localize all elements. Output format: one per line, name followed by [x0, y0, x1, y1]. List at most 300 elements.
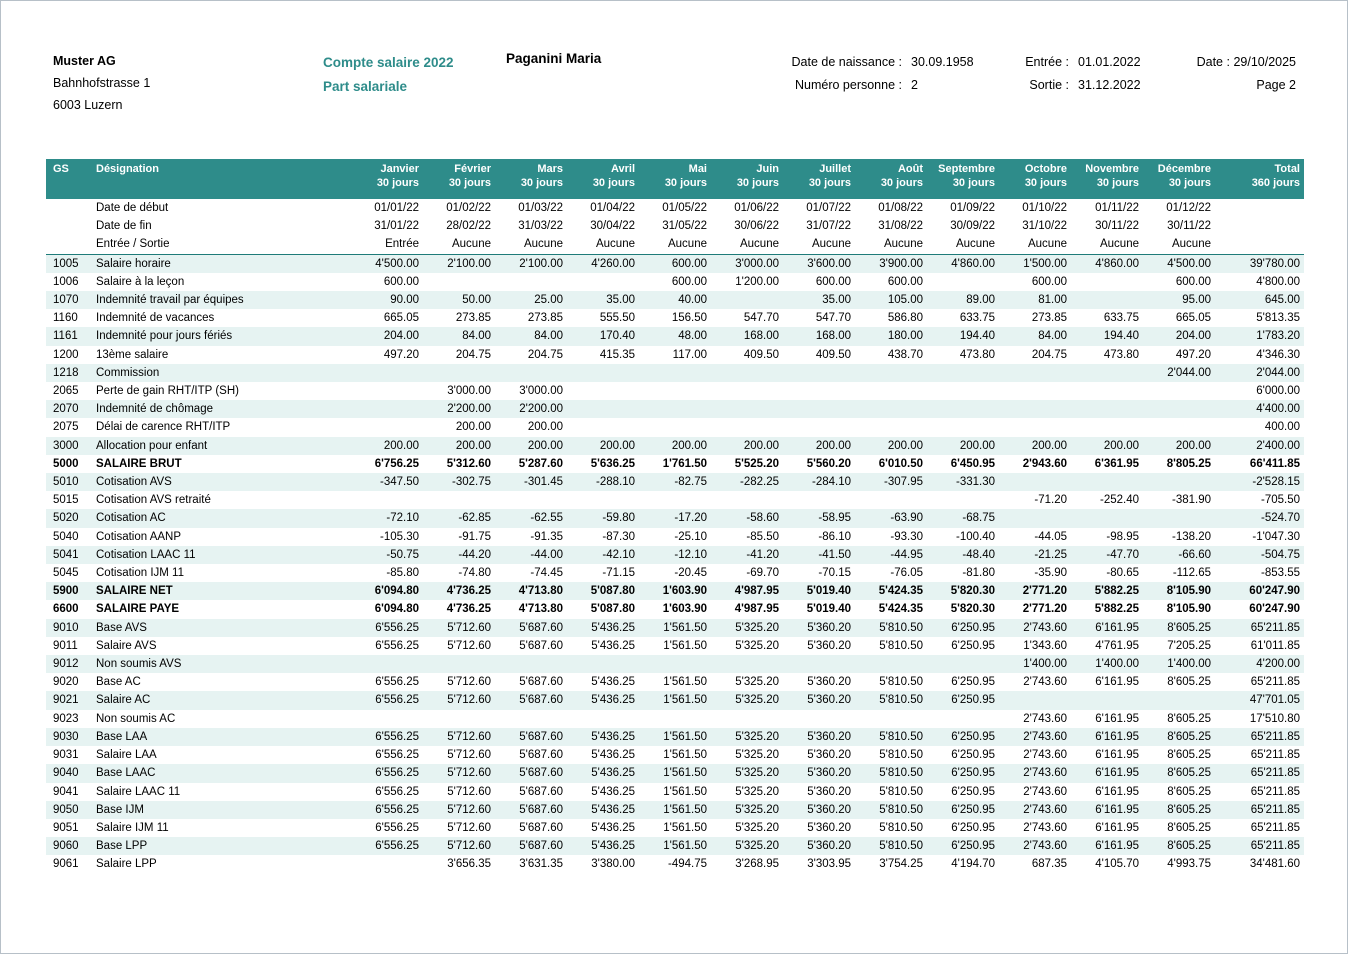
value-cell: 600.00	[671, 257, 707, 270]
value-cell: 4'800.00	[1256, 275, 1300, 288]
value-cell: 2'743.60	[1023, 712, 1067, 725]
value-cell	[495, 710, 567, 728]
table-row-5015	[46, 491, 1304, 509]
info-column-print	[1197, 51, 1296, 97]
value-cell: 2'743.60	[1023, 676, 1067, 689]
value-cell: 6'094.80	[374, 603, 419, 616]
value-cell: 4'736.25	[446, 603, 491, 616]
value-cell: 6'161.95	[1095, 712, 1139, 725]
report-title-block	[323, 51, 454, 99]
value-cell	[567, 655, 639, 673]
value-cell: 5'436.25	[591, 785, 635, 798]
value-cell: 8'605.25	[1167, 767, 1211, 780]
value-cell: 3'631.35	[519, 858, 563, 871]
value-cell: 84.00	[462, 330, 491, 343]
value-cell: 5'436.25	[591, 749, 635, 762]
gs-cell: 9021	[53, 694, 79, 707]
value-cell: 5'325.20	[735, 821, 779, 834]
label-cell: Cotisation IJM 11	[96, 567, 184, 580]
value-cell: -17.20	[674, 512, 707, 525]
value-cell: Aucune	[855, 235, 927, 254]
value-cell: -25.10	[674, 530, 707, 543]
value-cell: 5'325.20	[735, 694, 779, 707]
birth-date-label: Date de naissance :	[791, 55, 902, 69]
value-cell: -58.95	[818, 512, 851, 525]
value-cell: 01/07/22	[806, 202, 851, 214]
value-cell: 1'783.20	[1256, 330, 1300, 343]
value-cell	[711, 491, 783, 509]
value-cell: 5'325.20	[735, 840, 779, 853]
value-cell: 170.40	[599, 330, 635, 343]
value-cell: 5'436.25	[591, 676, 635, 689]
value-cell: 6'161.95	[1095, 621, 1139, 634]
label-cell: Salaire à la leçon	[96, 275, 185, 288]
label-cell: Indemnité travail par équipes	[96, 294, 244, 307]
value-cell: 5'810.50	[879, 749, 923, 762]
value-cell: 4'500.00	[1167, 257, 1211, 270]
value-cell: 5'687.60	[519, 785, 563, 798]
value-cell	[927, 491, 999, 509]
value-cell: 65'211.85	[1250, 803, 1300, 816]
column-header-septembre: Septembre 30 jours	[927, 159, 999, 199]
value-cell: 633.75	[1103, 312, 1139, 325]
value-cell: 3'900.00	[879, 257, 923, 270]
value-cell	[1143, 473, 1215, 491]
value-cell: -504.75	[1260, 548, 1300, 561]
value-cell: 40.00	[678, 294, 707, 307]
value-cell: 5'436.25	[591, 803, 635, 816]
value-cell: 117.00	[672, 348, 707, 361]
table-row-9031	[46, 746, 1304, 764]
value-cell: 2'743.60	[1023, 840, 1067, 853]
value-cell: 31/03/22	[518, 220, 563, 233]
value-cell: 5'687.60	[519, 621, 563, 634]
label-cell: SALAIRE NET	[96, 585, 173, 598]
value-cell: 200.00	[527, 421, 563, 434]
value-cell	[639, 710, 711, 728]
label-cell: Base AVS	[96, 621, 147, 634]
value-cell: 1'561.50	[663, 803, 707, 816]
value-cell: 5'810.50	[879, 694, 923, 707]
gs-cell: 9011	[53, 639, 78, 652]
value-cell: 600.00	[383, 275, 419, 288]
table-row-9061	[46, 855, 1304, 873]
value-cell	[999, 691, 1071, 709]
value-cell: 5'810.50	[879, 767, 923, 780]
value-cell: 194.40	[959, 330, 995, 343]
value-cell: -105.30	[379, 530, 419, 543]
gs-cell: 9030	[53, 730, 79, 743]
value-cell	[711, 710, 783, 728]
gs-cell: 9010	[53, 621, 79, 634]
label-cell: Cotisation AC	[96, 512, 166, 525]
value-cell	[1071, 382, 1143, 400]
table-row-2075	[46, 418, 1304, 436]
value-cell: 5'560.20	[806, 457, 851, 470]
value-cell: 8'605.25	[1167, 676, 1211, 689]
value-cell: -59.80	[602, 512, 635, 525]
value-cell: 2'743.60	[1023, 749, 1067, 762]
value-cell: 5'325.20	[735, 676, 779, 689]
label-cell: Entrée / Sortie	[95, 235, 351, 254]
value-cell	[639, 382, 711, 400]
value-cell: -301.45	[523, 476, 563, 489]
value-cell: 6'161.95	[1095, 821, 1139, 834]
table-row-9051	[46, 819, 1304, 837]
value-cell: 5'360.20	[807, 694, 851, 707]
entry-date-label: Entrée :	[1025, 55, 1069, 69]
value-cell: 3'303.95	[807, 858, 851, 871]
table-row-5010	[46, 473, 1304, 491]
value-cell: 5'687.60	[519, 694, 563, 707]
value-cell	[423, 491, 495, 509]
value-cell: 4'736.25	[446, 585, 491, 598]
value-cell: 1'500.00	[1023, 257, 1067, 270]
gs-cell: 9012	[53, 658, 79, 671]
gs-cell: 5041	[53, 548, 79, 561]
value-cell: 5'436.25	[591, 767, 635, 780]
value-cell: -20.45	[674, 567, 707, 580]
value-cell: -494.75	[667, 858, 707, 871]
value-cell	[783, 710, 855, 728]
gs-cell: 6600	[53, 603, 79, 616]
value-cell: 65'211.85	[1250, 821, 1300, 834]
value-cell: 665.05	[383, 312, 419, 325]
value-cell: 409.50	[743, 348, 779, 361]
value-cell	[1071, 364, 1143, 382]
value-cell: 5'325.20	[735, 639, 779, 652]
value-cell: 5'810.50	[879, 639, 923, 652]
table-row-9040	[46, 764, 1304, 782]
value-cell	[927, 382, 999, 400]
value-cell: 5'436.25	[591, 694, 635, 707]
value-cell: 4'105.70	[1095, 858, 1139, 871]
value-cell: 2'743.60	[1023, 785, 1067, 798]
value-cell: -62.55	[530, 512, 563, 525]
value-cell: -302.75	[451, 476, 491, 489]
value-cell: 5'820.30	[950, 603, 995, 616]
value-cell: 5'712.60	[447, 821, 491, 834]
value-cell: 5'687.60	[519, 840, 563, 853]
value-cell: 84.00	[534, 330, 563, 343]
gs-cell: 2065	[53, 385, 79, 398]
value-cell: 273.85	[1031, 312, 1067, 325]
value-cell: 4'200.00	[1256, 658, 1300, 671]
value-cell	[783, 418, 855, 436]
value-cell	[423, 710, 495, 728]
value-cell: 168.00	[743, 330, 779, 343]
value-cell: 65'211.85	[1250, 785, 1300, 798]
value-cell	[711, 382, 783, 400]
value-cell: 3'000.00	[447, 385, 491, 398]
value-cell: Aucune	[1143, 235, 1215, 254]
value-cell: 2'743.60	[1023, 803, 1067, 816]
value-cell: 5'325.20	[735, 749, 779, 762]
value-cell	[927, 364, 999, 382]
value-cell: 200.00	[455, 421, 491, 434]
label-cell: Base LAAC	[96, 767, 156, 780]
value-cell: 1'400.00	[1167, 658, 1211, 671]
value-cell: 4'987.95	[734, 603, 779, 616]
value-cell: -87.30	[602, 530, 635, 543]
label-cell: 13ème salaire	[96, 348, 169, 361]
table-body	[46, 199, 1304, 874]
value-cell: 4'194.70	[951, 858, 995, 871]
value-cell: -70.15	[818, 567, 851, 580]
value-cell: 39'780.00	[1249, 257, 1300, 270]
value-cell: 3'000.00	[735, 257, 779, 270]
value-cell: 5'712.60	[447, 785, 491, 798]
value-cell	[351, 400, 423, 418]
value-cell: 30/11/22	[1095, 220, 1139, 233]
value-cell: 2'044.00	[1256, 366, 1300, 379]
value-cell	[567, 273, 639, 291]
value-cell	[351, 855, 423, 873]
entry-date-value: 01.01.2022	[1078, 55, 1141, 69]
value-cell: 273.85	[455, 312, 491, 325]
value-cell: 65'211.85	[1250, 840, 1300, 853]
value-cell: 473.80	[959, 348, 995, 361]
table-row-2070	[46, 400, 1304, 418]
value-cell: 5'360.20	[807, 840, 851, 853]
value-cell	[1143, 691, 1215, 709]
value-cell: 17'510.80	[1249, 712, 1300, 725]
value-cell: 5'712.60	[447, 840, 491, 853]
label-cell: Cotisation AVS	[96, 476, 172, 489]
value-cell: 2'100.00	[519, 257, 563, 270]
value-cell: 1'561.50	[663, 821, 707, 834]
gs-cell: 1070	[53, 294, 79, 307]
person-number-label: Numéro personne :	[794, 78, 902, 92]
table-row-9030	[46, 728, 1304, 746]
value-cell	[711, 291, 783, 309]
value-cell	[1071, 418, 1143, 436]
value-cell: 200.00	[815, 439, 851, 452]
value-cell: -331.30	[955, 476, 995, 489]
value-cell: 6'556.25	[375, 821, 419, 834]
value-cell: 5'087.80	[590, 585, 635, 598]
gs-cell: 9023	[53, 712, 79, 725]
value-cell: 5'019.40	[806, 603, 851, 616]
value-cell: 200.00	[1175, 439, 1211, 452]
value-cell: 273.85	[527, 312, 563, 325]
gs-cell: 5020	[53, 512, 79, 525]
value-cell: 547.70	[815, 312, 851, 325]
value-cell: 1'603.90	[662, 603, 707, 616]
value-cell: -74.80	[458, 567, 491, 580]
value-cell	[423, 655, 495, 673]
value-cell: 4'993.75	[1167, 858, 1211, 871]
value-cell	[855, 491, 927, 509]
value-cell: 204.00	[1175, 330, 1211, 343]
value-cell: 6'250.95	[951, 803, 995, 816]
value-cell	[783, 491, 855, 509]
value-cell: 1'561.50	[663, 767, 707, 780]
value-cell: 2'943.60	[1022, 457, 1067, 470]
value-cell: 8'605.25	[1167, 821, 1211, 834]
label-cell: Salaire LPP	[96, 858, 157, 871]
value-cell: 6'556.25	[375, 694, 419, 707]
table-row-1160	[46, 309, 1304, 327]
value-cell: 5'087.80	[590, 603, 635, 616]
label-cell: Salaire LAA	[96, 749, 157, 762]
value-cell: 6'250.95	[951, 621, 995, 634]
value-cell: 3'754.25	[879, 858, 923, 871]
gs-cell: 1161	[53, 330, 78, 343]
value-cell: 65'211.85	[1250, 730, 1300, 743]
table-row-meta	[46, 235, 1304, 254]
value-cell: 6'250.95	[951, 840, 995, 853]
value-cell: -1'047.30	[1252, 530, 1300, 543]
label-cell: Base AC	[96, 676, 141, 689]
value-cell: 8'605.25	[1167, 730, 1211, 743]
table-row-9012	[46, 655, 1304, 673]
value-cell: 5'360.20	[807, 730, 851, 743]
value-cell: -63.90	[890, 512, 923, 525]
value-cell: -76.05	[890, 567, 923, 580]
value-cell: Aucune	[999, 235, 1071, 254]
page-number: Page 2	[1256, 78, 1296, 92]
label-cell: Base IJM	[96, 803, 144, 816]
value-cell: 6'450.95	[950, 457, 995, 470]
value-cell: 6'556.25	[375, 639, 419, 652]
value-cell	[351, 710, 423, 728]
gs-cell: 1200	[53, 348, 79, 361]
table-row-6600	[46, 600, 1304, 618]
value-cell	[351, 364, 423, 382]
value-cell	[1143, 509, 1215, 527]
value-cell: 2'743.60	[1023, 621, 1067, 634]
value-cell: 2'771.20	[1022, 603, 1067, 616]
value-cell: 2'200.00	[519, 403, 563, 416]
value-cell: 1'200.00	[735, 275, 779, 288]
value-cell: -91.35	[530, 530, 563, 543]
value-cell: 5'424.35	[878, 603, 923, 616]
value-cell: 5'712.60	[447, 676, 491, 689]
value-cell: -98.95	[1106, 530, 1139, 543]
value-cell	[855, 418, 927, 436]
employee-name: Paganini Maria	[506, 51, 602, 66]
value-cell: -93.30	[890, 530, 923, 543]
value-cell	[1071, 291, 1143, 309]
value-cell: 5'687.60	[519, 803, 563, 816]
value-cell	[495, 273, 567, 291]
value-cell: 5'436.25	[591, 840, 635, 853]
value-cell: 60'247.90	[1249, 603, 1300, 616]
value-cell: 5'712.60	[447, 694, 491, 707]
value-cell: 600.00	[887, 275, 923, 288]
value-cell: 01/04/22	[590, 202, 635, 214]
value-cell: 6'161.95	[1095, 676, 1139, 689]
gs-cell	[46, 217, 95, 235]
value-cell: -524.70	[1260, 512, 1300, 525]
label-cell: Base LPP	[96, 840, 148, 853]
value-cell: -69.70	[746, 567, 779, 580]
value-cell	[423, 364, 495, 382]
person-number-value: 2	[911, 78, 918, 92]
value-cell: -68.75	[962, 512, 995, 525]
value-cell: 180.00	[887, 330, 923, 343]
value-cell: 4'860.00	[1095, 257, 1139, 270]
value-cell: 5'687.60	[519, 821, 563, 834]
gs-cell: 9050	[53, 803, 79, 816]
value-cell: -284.10	[811, 476, 851, 489]
value-cell	[423, 273, 495, 291]
value-cell: 5'712.60	[447, 803, 491, 816]
value-cell: 204.75	[527, 348, 563, 361]
label-cell: SALAIRE PAYE	[96, 603, 180, 616]
value-cell: 8'605.25	[1167, 840, 1211, 853]
value-cell: 5'810.50	[879, 785, 923, 798]
value-cell: -50.75	[386, 548, 419, 561]
value-cell	[999, 473, 1071, 491]
value-cell: -44.95	[890, 548, 923, 561]
label-cell: Salaire IJM 11	[96, 821, 169, 834]
value-cell: 6'094.80	[374, 585, 419, 598]
table-row-9050	[46, 801, 1304, 819]
label-cell: Salaire AC	[96, 694, 151, 707]
value-cell: 1'400.00	[1023, 658, 1067, 671]
value-cell: 6'250.95	[951, 749, 995, 762]
value-cell: 5'360.20	[807, 803, 851, 816]
value-cell	[783, 400, 855, 418]
value-cell: 194.40	[1103, 330, 1139, 343]
value-cell: 1'343.60	[1023, 639, 1067, 652]
label-cell: Cotisation LAAC 11	[96, 548, 196, 561]
label-cell: Cotisation AVS retraité	[96, 494, 211, 507]
column-header-decembre: Décembre 30 jours	[1143, 159, 1215, 199]
value-cell: 1'603.90	[662, 585, 707, 598]
gs-cell: 5015	[53, 494, 79, 507]
table-row-5020	[46, 509, 1304, 527]
print-date-label: Date :	[1196, 55, 1230, 69]
value-cell: 4'713.80	[518, 603, 563, 616]
value-cell	[999, 364, 1071, 382]
value-cell: 2'200.00	[447, 403, 491, 416]
value-cell: -288.10	[595, 476, 635, 489]
value-cell	[351, 418, 423, 436]
value-cell: 4'860.00	[951, 257, 995, 270]
value-cell: 6'161.95	[1095, 767, 1139, 780]
value-cell: 6'556.25	[375, 621, 419, 634]
gs-cell: 5045	[53, 567, 79, 580]
value-cell: 5'687.60	[519, 676, 563, 689]
value-cell: 5'424.35	[878, 585, 923, 598]
value-cell: 586.80	[887, 312, 923, 325]
value-cell: 5'712.60	[447, 639, 491, 652]
value-cell: 5'436.25	[591, 621, 635, 634]
value-cell: 4'761.95	[1095, 639, 1139, 652]
value-cell: Aucune	[495, 235, 567, 254]
label-cell: Base LAA	[96, 730, 148, 743]
value-cell: 6'250.95	[951, 730, 995, 743]
value-cell	[495, 655, 567, 673]
value-cell: 5'687.60	[519, 767, 563, 780]
salary-table	[46, 159, 1304, 874]
value-cell: -41.20	[746, 548, 779, 561]
value-cell: 8'605.25	[1167, 785, 1211, 798]
value-cell: 48.00	[678, 330, 707, 343]
value-cell: 8'805.25	[1166, 457, 1211, 470]
value-cell: 5'360.20	[807, 676, 851, 689]
value-cell: 66'411.85	[1249, 457, 1300, 470]
value-cell: -85.50	[746, 530, 779, 543]
table-row-5040	[46, 528, 1304, 546]
value-cell: 35.00	[822, 294, 851, 307]
label-cell: Perte de gain RHT/ITP (SH)	[96, 385, 239, 398]
column-header-mai: Mai 30 jours	[639, 159, 711, 199]
info-column-entry-exit	[1007, 51, 1141, 97]
